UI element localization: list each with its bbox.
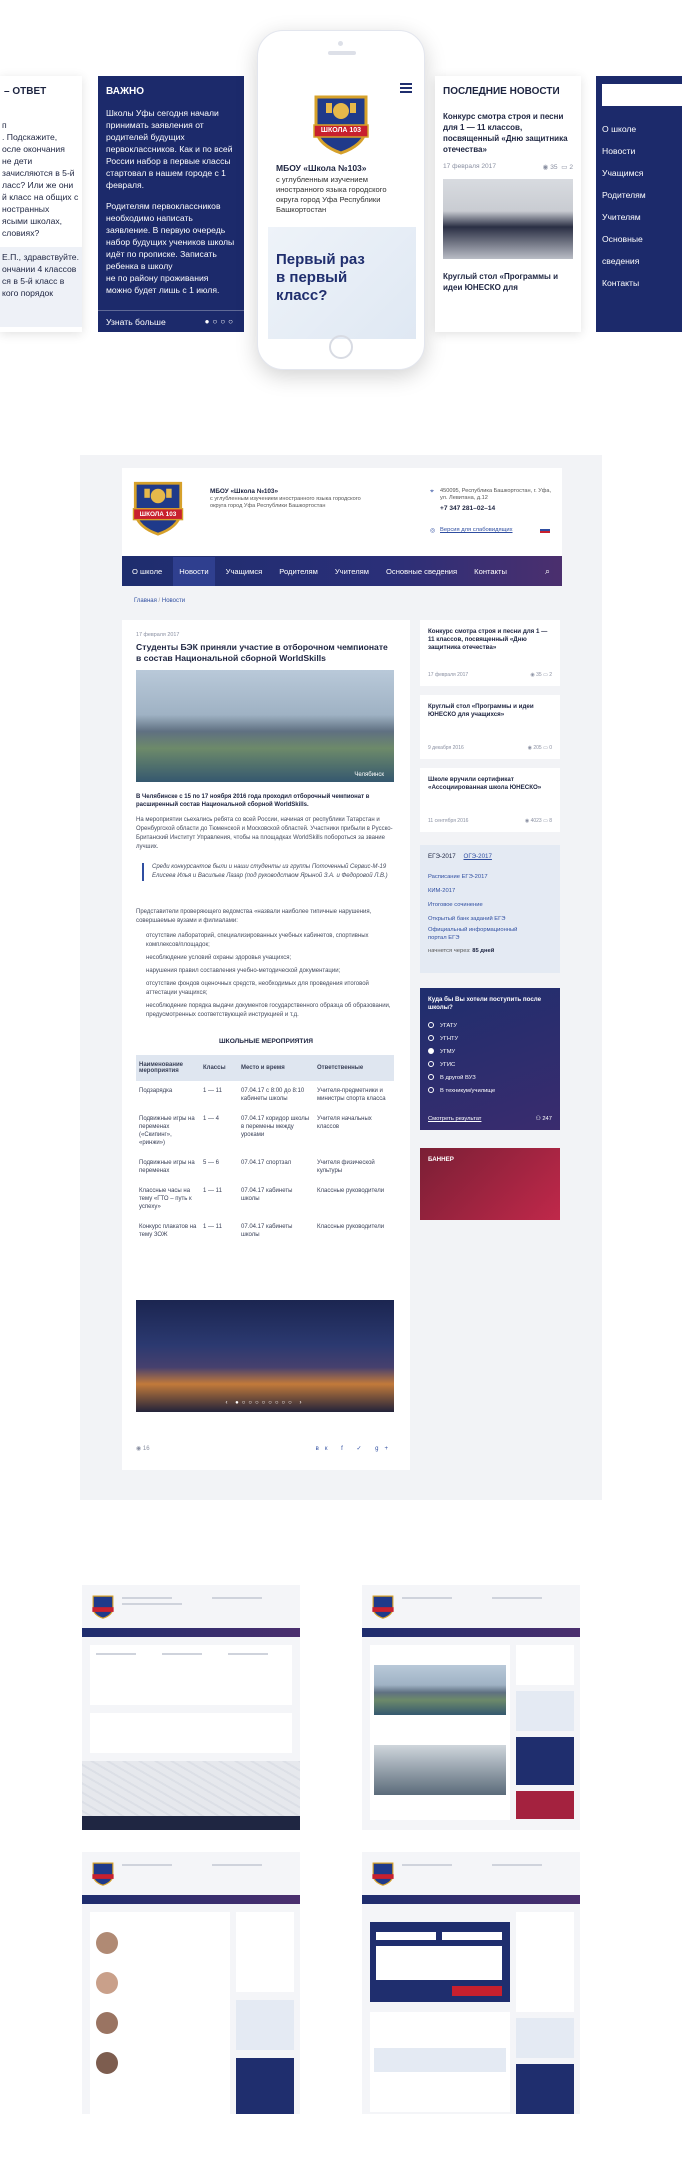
poll-option[interactable]: УГАТУ	[428, 1020, 552, 1033]
comment-icon: ▭	[543, 745, 548, 751]
accessibility-link[interactable]: Версия для слабовидящих	[440, 527, 513, 533]
nav-news[interactable]: Новости	[173, 557, 214, 586]
tab-oge[interactable]: ОГЭ-2017	[463, 853, 492, 860]
article-lead: В Челябинске с 15 по 17 ноября 2016 года проходил отборочный чемпионат в расширенный состав Национальной сборной WorldSkills.	[136, 794, 370, 808]
language-flag-icon[interactable]	[540, 527, 550, 533]
article	[122, 620, 410, 1470]
glasses-icon: ◎	[430, 528, 436, 534]
mini-logo-icon	[90, 1860, 116, 1886]
eye-icon: ◉	[136, 1446, 142, 1452]
events-table	[136, 1055, 394, 1245]
radio-icon	[428, 1048, 434, 1054]
phone-school-desc: с углубленным изучением иностранного языка городского округа город Уфа Республики Башкортостан	[276, 175, 387, 214]
bullet-item: отсутствие фондов оценочных средств, необходимых для проведения итоговой аттестации учащихся;	[146, 981, 369, 996]
desktop-logo[interactable]	[128, 476, 188, 536]
nav-about[interactable]: О школе	[132, 566, 163, 576]
learn-more-link[interactable]: Узнать больше	[106, 316, 166, 327]
poll-option[interactable]: УГИС	[428, 1059, 552, 1072]
nav-contacts[interactable]: Контакты	[474, 566, 507, 576]
article-p1: На мероприятии сьехались ребята со всей России, начиная от республики Татарстан и Оренбургской области до Тюменской и Московской областей. Участники прибыли в Русско-Британский Институт Управления, чтобы на площадках WorldSkills побороться за звание лучших.	[136, 817, 393, 850]
answer-card-reply: Е.П., здравствуйте. ончании 4 классов ся в 5-й класс в кого порядок	[0, 247, 82, 327]
table-head-cell: Классы	[200, 1055, 238, 1081]
radio-icon	[428, 1022, 434, 1028]
poll-votes: 247	[542, 1116, 552, 1122]
eye-icon: ◉	[530, 672, 535, 678]
menu-item-students[interactable]: Учащимся	[602, 168, 644, 178]
location-icon: ⌖	[430, 488, 434, 495]
thumb-news-list-page	[362, 1585, 580, 1830]
exam-link[interactable]: Официальный информационный портал ЕГЭ	[428, 927, 518, 941]
phone-school-name: МБОУ «Школа №103»	[276, 163, 367, 173]
desktop-school-desc: с углубленным изучением иностранного языка городского округа город Уфа Республики Башкортостан	[210, 496, 361, 509]
table-row: Классные часы на тему «ГТО – путь к успеху» 1 — 11 07.04.17 кабинеты школы Классные руководители	[139, 1188, 385, 1210]
phone-banner[interactable]	[268, 227, 416, 339]
menu-search-input[interactable]	[602, 84, 682, 106]
phone-banner-text: Первый раз в первый класс?	[276, 251, 365, 304]
main-nav	[122, 556, 562, 586]
comment-icon: ▭	[561, 164, 568, 171]
answer-card	[0, 76, 82, 332]
bullet-item: отсутствие лабораторий, специализированных учебных кабинетов, спортивных комплексов/площадок;	[146, 933, 369, 948]
answer-card-question: п . Подскажите, осле окончания не дети зачисляются в 5-й ласс? Или же они й класс на общих с ностранных ясыми школах, словиях?	[2, 120, 79, 238]
comment-icon: ▭	[543, 672, 548, 678]
answer-card-title: – ОТВЕТ	[4, 86, 47, 97]
article-photo[interactable]	[136, 670, 394, 782]
staff-avatar	[96, 1972, 118, 1994]
poll-option[interactable]: УГНТУ	[428, 1033, 552, 1046]
staff-avatar	[96, 2012, 118, 2034]
tab-ege[interactable]: ЕГЭ-2017	[428, 853, 456, 860]
sidebar-news-1[interactable]: Конкурс смотра строя и песни для 1 — 11 классов, посвященный «Дню защитника отечества» 17 февраля 2017 ◉ 35 ▭ 2	[420, 620, 560, 686]
news-item-2-title[interactable]: Круглый стол «Программы и идеи ЮНЕСКО для	[443, 272, 559, 292]
thumb-faq-page	[362, 1852, 580, 2114]
banner-text: БАННЕР	[428, 1156, 454, 1163]
article-views: 16	[142, 1446, 150, 1452]
poll-option[interactable]: В другой ВУЗ	[428, 1072, 552, 1085]
thumb-staff-page	[82, 1852, 300, 2114]
article-bullets	[146, 932, 394, 1020]
desktop-phone[interactable]: +7 347 281–02–14	[440, 505, 496, 512]
desktop-school-name: МБОУ «Школа №103»	[210, 488, 279, 495]
breadcrumb-news[interactable]: Новости	[161, 598, 186, 604]
important-card	[98, 76, 244, 332]
nav-parents[interactable]: Родителям	[279, 566, 318, 576]
desktop-header	[122, 468, 562, 556]
phone-mockup	[257, 30, 425, 370]
article-p2: Представители проверяющего ведомства «назвали наиболее типичные нарушения, совершаемые вузами и филиалами:	[136, 909, 372, 924]
menu-item-about[interactable]: О школе	[602, 124, 637, 134]
phone-camera	[338, 41, 343, 46]
news-item-1-meta: 17 февраля 2017 ◉ 35 ▭ 2	[443, 163, 573, 171]
menu-item-news[interactable]: Новости	[602, 146, 636, 156]
radio-icon	[428, 1035, 434, 1041]
staff-avatar	[96, 2052, 118, 2074]
share-icons[interactable]: вк f ✓ g+	[315, 1446, 394, 1452]
photo-caption: Челябинск	[354, 772, 384, 778]
article-footer	[136, 1445, 394, 1452]
table-row: Конкурс плакатов на тему ЗОЖ 1 — 11 07.04.17 кабинеты школы Классные руководители	[139, 1224, 385, 1238]
article-quote: Среди конкурсантов были и наши студенты из группы Поточенный Сервис-М-19 Елисеев Илья и Васильев Лазар (под руководством Ярыной З.А. и Федоровой Л.В.)	[142, 863, 394, 881]
eye-icon: ◉	[542, 164, 549, 171]
table-row: Подзарядка 1 — 11 07.04.17 с 8:00 до 8:10 кабинеты школы Учителя-предметники и министры спорта класса	[139, 1088, 386, 1102]
important-card-title: ВАЖНО	[106, 86, 144, 97]
carousel-dots[interactable]: ●○○○	[204, 317, 236, 326]
nav-info[interactable]: Основные сведения	[386, 566, 458, 576]
exam-widget	[420, 845, 560, 973]
eye-icon: ◉	[527, 745, 532, 751]
banner[interactable]	[420, 1148, 560, 1220]
phone-screen	[268, 77, 416, 339]
mini-logo-icon	[370, 1860, 396, 1886]
table-title: ШКОЛЬНЫЕ МЕРОПРИЯТИЯ	[219, 1038, 313, 1045]
table-head-cell: Место и время	[238, 1055, 314, 1081]
news-item-1-photo[interactable]	[443, 179, 573, 259]
important-card-p2: Родителям первоклассников необходимо написать заявление. В первую очередь набор будущих учеников школы идёт по прописке. Записать ребенка в школу	[106, 201, 235, 271]
phone-home-button[interactable]	[329, 335, 353, 359]
countdown-value: 85 дней	[472, 948, 495, 954]
bullet-item: несоблюдение условий охраны здоровья учащихся;	[146, 955, 292, 961]
hamburger-icon[interactable]	[400, 83, 412, 93]
exam-link[interactable]: Расписание ЕГЭ-2017	[428, 874, 488, 880]
article-title: Студенты БЭК приняли участие в отборочном чемпионате в состав Национальной сборной WorldSkills	[136, 642, 388, 663]
comment-icon: ▭	[543, 818, 548, 824]
important-card-p1: Школы Уфы сегодня начали принимать заявления от родителей будущих первоклассников. Как и по всей России набор в первые классы стартовал в нашем городе с 1 февраля.	[106, 108, 233, 190]
news-item-1-title[interactable]: Конкурс смотра строя и песни для 1 — 11 классов, посвященный «Дню защитника отечества»	[443, 112, 568, 154]
staff-avatar	[96, 1932, 118, 1954]
radio-icon	[428, 1061, 434, 1067]
bullet-item: нарушения правил составления учебно-методической документации;	[146, 968, 341, 974]
exam-link[interactable]: Открытый банк заданий ЕГЭ	[428, 916, 506, 922]
exam-link[interactable]: КИМ-2017	[428, 888, 456, 894]
article-night-photo[interactable]	[136, 1300, 394, 1412]
gallery-dots[interactable]: ‹ ●○○○○○○○○ ›	[225, 1400, 305, 1406]
bullet-item: несоблюдение порядка выдачи документов государственного образца об образовании, предусмотренных соответствующей инструкцией и т.д.	[146, 1003, 391, 1018]
menu-item-teachers[interactable]: Учителям	[602, 212, 641, 222]
nav-teachers[interactable]: Учителям	[334, 566, 370, 576]
poll-title: Куда бы Вы хотели поступить после школы?	[428, 996, 542, 1011]
breadcrumb-home[interactable]: Главная	[134, 598, 157, 604]
radio-icon	[428, 1074, 434, 1080]
mini-logo-icon	[90, 1593, 116, 1619]
table-head-cell: Наименование мероприятия	[136, 1055, 200, 1081]
important-card-footer	[98, 310, 244, 332]
poll-result-link[interactable]: Смотреть результат	[428, 1116, 482, 1122]
mobile-menu-card	[596, 76, 682, 332]
latest-news-title: ПОСЛЕДНИЕ НОВОСТИ	[443, 86, 560, 97]
table-row: Подвижные игры на переменах 5 — 6 07.04.17 спортзал Учителя физической культуры	[139, 1160, 375, 1174]
breadcrumb: Главная / Новости	[134, 598, 186, 604]
sidebar-news-2[interactable]: Круглый стол «Программы и идеи ЮНЕСКО для учащихся» 9 декабря 2016 ◉ 205 ▭ 0	[420, 695, 560, 759]
poll-widget	[420, 988, 560, 1130]
map-area[interactable]	[82, 1761, 300, 1819]
thumb-contacts-page	[82, 1585, 300, 1830]
sidebar-news-3[interactable]: Школе вручили сертификат «Ассоциированная школа ЮНЕСКО» 11 сентября 2016 ◉ 4023 ▭ 8	[420, 768, 560, 832]
important-card-p3: не по району проживания можно будет лишь с 1 июля.	[106, 273, 220, 295]
poll-option[interactable]: В техникум/училище	[428, 1085, 552, 1098]
phone-speaker	[328, 51, 356, 55]
exam-link[interactable]: Итоговое сочинение	[428, 902, 483, 908]
desktop-logo-text: ШКОЛА 103	[139, 511, 177, 518]
logo-text: ШКОЛА 103	[320, 127, 362, 134]
search-icon[interactable]: ⌕	[544, 565, 550, 576]
eye-icon: ◉	[524, 818, 530, 824]
people-icon: ⚇	[535, 1116, 541, 1122]
menu-item-parents[interactable]: Родителям	[602, 190, 646, 200]
countdown-label: начнется через:	[428, 948, 471, 954]
menu-item-contacts[interactable]: Контакты	[602, 278, 640, 288]
article-date: 17 февраля 2017	[136, 632, 180, 638]
mini-logo-icon	[370, 1593, 396, 1619]
table-row: Подвижные игры на переменах («Скипинг», «ринжи») 1 — 4 07.04.17 коридор школы в перемены между уроками Учителя начальных классов	[139, 1116, 372, 1146]
radio-icon	[428, 1087, 434, 1093]
school-logo	[308, 89, 374, 155]
nav-students[interactable]: Учащимся	[225, 566, 263, 576]
menu-item-info[interactable]: Основные сведения	[602, 234, 643, 266]
latest-news-card	[435, 76, 581, 332]
desktop-address: 450095, Республика Башкортостан, г. Уфа, ул. Левитана, д.12	[440, 488, 552, 501]
poll-option[interactable]: УГМУ	[428, 1046, 552, 1059]
table-head-cell: Ответственные	[314, 1055, 394, 1081]
